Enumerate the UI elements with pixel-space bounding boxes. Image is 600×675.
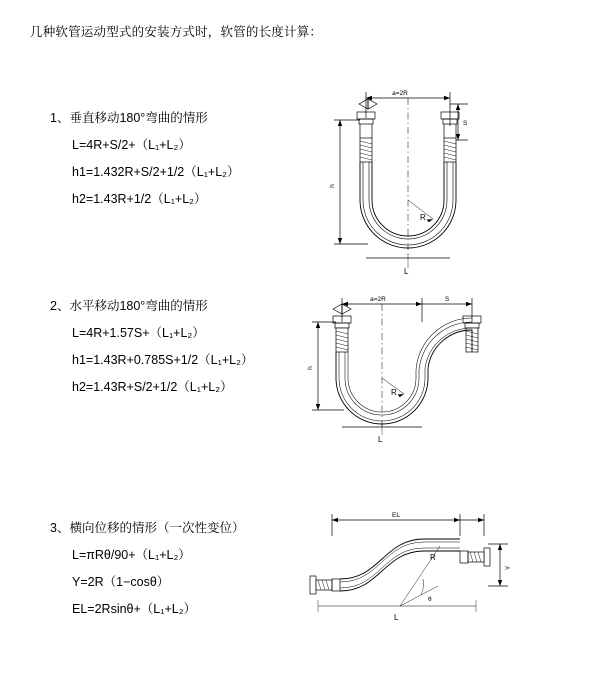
section-1-text (50, 108, 300, 216)
svg-text:R: R (391, 388, 397, 397)
svg-text:θ: θ (428, 596, 432, 603)
section-2-formula-2: h1=1.43R+0.785S+1/2（L₁+L₂） (72, 353, 254, 367)
svg-text:S: S (444, 296, 450, 303)
svg-text:h: h (307, 366, 314, 370)
svg-text:R: R (420, 213, 426, 222)
section-2-title: 2、水平移动180°弯曲的情形 (50, 299, 208, 313)
section-3-title: 3、横向位移的情形（一次性变位） (50, 521, 245, 535)
lateral-offset-diagram (288, 502, 528, 632)
section-2-formula-3: h2=1.43R+S/2+1/2（L₁+L₂） (72, 380, 233, 394)
svg-text:L: L (404, 267, 409, 276)
svg-text:EL: EL (392, 512, 400, 519)
section-1-formula-1: L=4R+S/2+（L₁+L₂） (72, 138, 191, 152)
section-1-formula-3: h2=1.43R+1/2（L₁+L₂） (72, 192, 207, 206)
svg-text:L: L (378, 435, 383, 444)
vertical-180-bend-diagram (300, 68, 530, 283)
section-3-formula-2: Y=2R（1−cosθ） (72, 575, 170, 589)
section-3-formula-3: EL=2Rsinθ+（L₁+L₂） (72, 602, 197, 616)
section-2-text (50, 296, 300, 404)
section-3-text (50, 518, 300, 626)
svg-text:Y: Y (505, 565, 512, 571)
svg-text:L: L (394, 613, 399, 622)
section-3-formula-1: L=πRθ/90+（L₁+L₂） (72, 548, 191, 562)
section-1-title: 1、垂直移动180°弯曲的情形 (50, 111, 208, 125)
horizontal-180-bend-diagram (300, 282, 530, 452)
section-2-formula-1: L=4R+1.57S+（L₁+L₂） (72, 326, 205, 340)
page-title: 几种软管运动型式的安装方式时，软管的长度计算： (30, 25, 323, 39)
svg-text:S: S (463, 120, 468, 127)
section-1-formula-2: h1=1.432R+S/2+1/2（L₁+L₂） (72, 165, 240, 179)
svg-text:R: R (430, 553, 436, 562)
svg-text:a=2R: a=2R (392, 90, 408, 97)
svg-text:a=2R: a=2R (370, 296, 386, 303)
svg-text:h: h (329, 184, 336, 188)
